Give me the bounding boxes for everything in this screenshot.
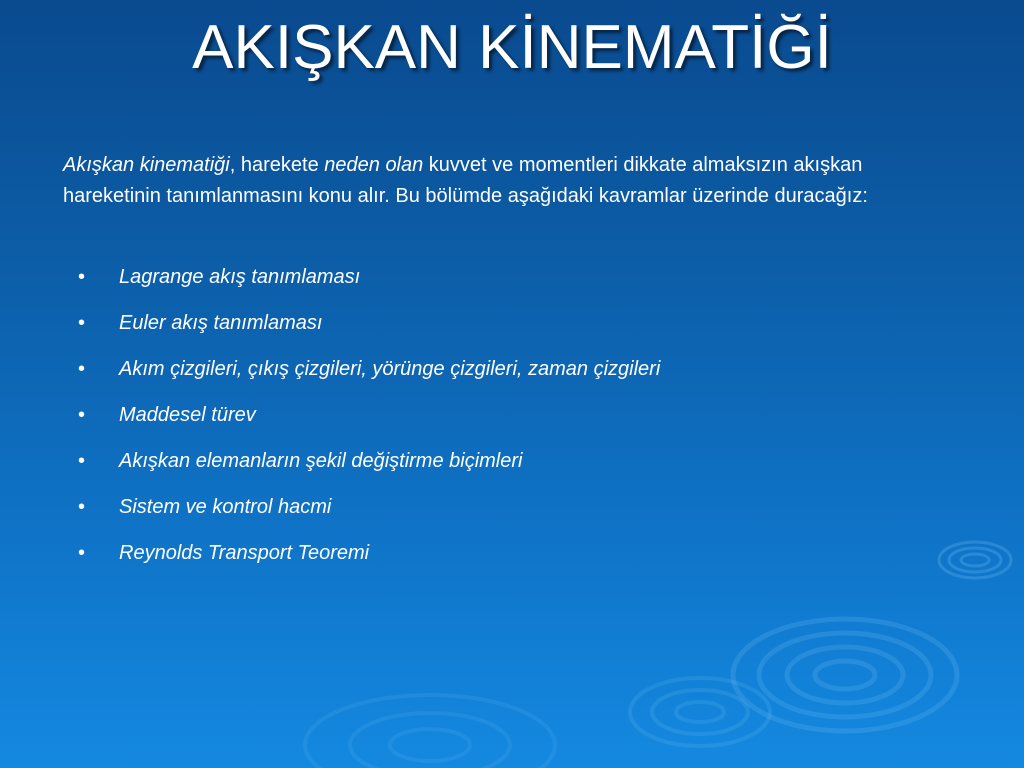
bullet-icon: • bbox=[78, 266, 86, 288]
intro-emphasis: neden olan bbox=[324, 154, 424, 176]
list-item-text: Euler akış tanımlaması bbox=[119, 312, 323, 334]
list-item-text: Akım çizgileri, çıkış çizgileri, yörünge çizgileri, zaman çizgileri bbox=[119, 358, 661, 380]
list-item bbox=[70, 442, 870, 488]
bullet-icon: • bbox=[78, 496, 86, 518]
topic-list bbox=[70, 258, 870, 580]
list-item-text: Lagrange akış tanımlaması bbox=[119, 266, 361, 288]
intro-text-1: , harekete bbox=[229, 154, 325, 176]
list-item bbox=[70, 304, 870, 350]
bullet-icon: • bbox=[78, 358, 86, 380]
list-item-text: Sistem ve kontrol hacmi bbox=[119, 496, 332, 518]
bullet-icon: • bbox=[78, 450, 86, 472]
list-item bbox=[70, 258, 870, 304]
intro-paragraph bbox=[63, 150, 883, 212]
bullet-icon: • bbox=[78, 404, 86, 426]
list-item bbox=[70, 534, 870, 580]
list-item-text: Akışkan elemanların şekil değiştirme biçimleri bbox=[119, 450, 523, 472]
intro-text-2: kuvvet ve momentleri dikkate almaksızın akışkan hareketinin tanımlanmasını konu alır. Bu bölümde aşağıdaki kavramlar üzerinde duracağız: bbox=[63, 154, 868, 207]
slide-title: AKIŞKAN KİNEMATİĞİ bbox=[192, 13, 832, 82]
bullet-icon: • bbox=[78, 542, 86, 564]
list-item-text: Reynolds Transport Teoremi bbox=[119, 542, 370, 564]
list-item-text: Maddesel türev bbox=[119, 404, 256, 426]
list-item bbox=[70, 350, 870, 396]
intro-term: Akışkan kinematiği bbox=[63, 154, 230, 176]
bullet-icon: • bbox=[78, 312, 86, 334]
list-item bbox=[70, 396, 870, 442]
list-item bbox=[70, 488, 870, 534]
